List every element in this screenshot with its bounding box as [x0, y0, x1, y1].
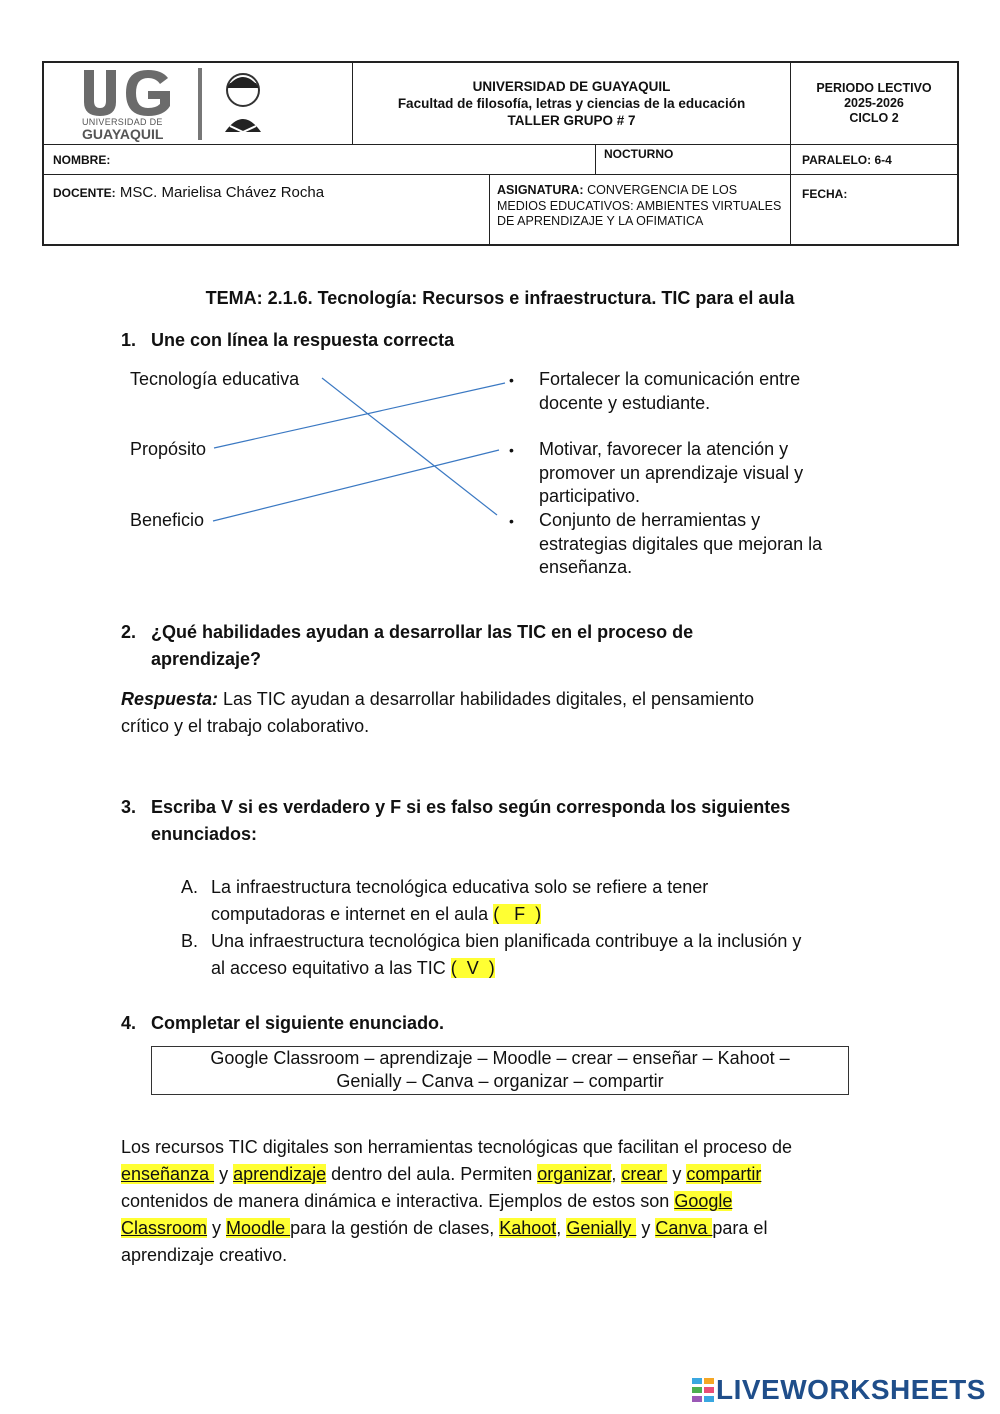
q2-answer-text: Las TIC ayudan a desarrollar habilidades digitales, el pensamiento	[218, 689, 755, 709]
university-name: UNIVERSIDAD DE GUAYAQUIL	[472, 79, 671, 94]
match-right-3-line: enseñanza.	[539, 557, 633, 577]
q3-item-b-line: al acceso equitativo a las TIC	[211, 958, 451, 978]
blank-crear[interactable]: crear	[621, 1164, 668, 1184]
q3-item-b	[211, 928, 901, 982]
match-right-3[interactable]	[539, 509, 822, 580]
q2-title-line: ¿Qué habilidades ayudan a desarrollar las TIC en el proceso de	[151, 622, 694, 642]
q4-text: y	[667, 1164, 687, 1184]
match-right-1-line: Fortalecer la comunicación entre	[539, 369, 801, 389]
subject-label: ASIGNATURA:	[497, 183, 584, 197]
q1-number: 1.	[121, 330, 137, 350]
q3-item-a-answer[interactable]: ( F )	[493, 904, 542, 924]
word-bank-box	[151, 1046, 849, 1095]
parallel-label: PARALELO: 6-4	[802, 153, 892, 167]
q3-number: 3.	[121, 797, 137, 817]
match-right-1-line: docente y estudiante.	[539, 392, 711, 413]
q4-text: para el	[712, 1218, 768, 1238]
match-left-2[interactable]: Propósito	[130, 439, 207, 459]
cycle-label: CICLO 2	[849, 111, 899, 125]
q4-text: aprendizaje creativo.	[121, 1245, 288, 1265]
blank-kahoot[interactable]: Kahoot	[499, 1218, 557, 1238]
match-right-2-line: participativo.	[539, 486, 641, 506]
blank-google[interactable]: Google	[674, 1191, 733, 1211]
q3-item-b-letter: B.	[181, 931, 199, 951]
bullet-3: •	[509, 513, 514, 529]
blank-canva[interactable]: Canva	[655, 1218, 713, 1238]
match-lines	[0, 0, 1000, 600]
blank-aprendizaje[interactable]: aprendizaje	[233, 1164, 327, 1184]
match-line-1	[322, 378, 497, 515]
q4-paragraph	[121, 1134, 911, 1269]
blank-classroom[interactable]: Classroom	[121, 1218, 208, 1238]
match-right-2-line: Motivar, favorecer la atención y	[539, 439, 789, 459]
match-right-3-line: Conjunto de herramientas y	[539, 510, 761, 530]
q2-title-line: aprendizaje?	[151, 649, 262, 669]
word-bank-line: Google Classroom – aprendizaje – Moodle – crear – enseñar – Kahoot –	[210, 1048, 790, 1068]
q4-text: y	[214, 1164, 234, 1184]
teacher-name: MSC. Marielisa Chávez Rocha	[119, 184, 325, 201]
q4-text: ,	[611, 1164, 622, 1184]
q3-item-a-letter: A.	[181, 877, 199, 897]
teacher-label: DOCENTE:	[53, 186, 116, 200]
subject-value: CONVERGENCIA DE LOS MEDIOS EDUCATIVOS: AMBIENTES VIRTUALES DE APRENDIZAJE Y LA OFIMATICA	[497, 183, 782, 228]
q4-text: dentro del aula. Permiten	[326, 1164, 538, 1184]
q3-title-line: enunciados:	[151, 824, 258, 844]
period-label: PERIODO LECTIVO	[816, 81, 932, 95]
q4-text: y	[636, 1218, 656, 1238]
q4-text: y	[207, 1218, 227, 1238]
q2-title	[151, 619, 693, 673]
q1-title: Une con línea la respuesta correcta	[151, 330, 455, 350]
blank-organizar[interactable]: organizar	[537, 1164, 612, 1184]
q4-number: 4.	[121, 1013, 137, 1033]
match-line-2	[214, 383, 505, 448]
q3-item-a-line: computadoras e internet en el aula	[211, 904, 494, 924]
liveworksheets-icon	[692, 1378, 714, 1402]
blank-ensenanza[interactable]: enseñanza	[121, 1164, 215, 1184]
bullet-2: •	[509, 442, 514, 458]
logo-text-small: UNIVERSIDAD DE	[82, 117, 163, 127]
q3-title	[151, 794, 790, 848]
q3-item-a	[211, 874, 901, 928]
q3-item-b-line: Una infraestructura tecnológica bien planificada contribuye a la inclusión y	[211, 931, 802, 951]
match-left-3[interactable]: Beneficio	[130, 510, 205, 530]
q2-answer-text-2: crítico y el trabajo colaborativo.	[121, 716, 370, 736]
blank-compartir[interactable]: compartir	[686, 1164, 762, 1184]
bullet-1: •	[509, 372, 514, 388]
match-line-3	[213, 450, 499, 521]
shift-label: NOCTURNO	[604, 147, 674, 161]
q4-text: ,	[556, 1218, 567, 1238]
name-label: NOMBRE:	[53, 153, 111, 167]
logo-text-big: GUAYAQUIL	[82, 126, 164, 142]
blank-moodle[interactable]: Moodle	[226, 1218, 291, 1238]
word-bank-line: Genially – Canva – organizar – compartir	[336, 1070, 664, 1091]
faculty-name: Facultad de filosofía, letras y ciencias de la educación	[397, 96, 746, 111]
q4-title: Completar el siguiente enunciado.	[151, 1013, 445, 1033]
q4-text: para la gestión de clases,	[290, 1218, 500, 1238]
q3-item-b-answer[interactable]: ( V )	[450, 958, 495, 978]
liveworksheets-brand: LIVEWORKSHEETS	[716, 1374, 986, 1405]
q3-title-line: Escriba V si es verdadero y F si es falso según corresponda los siguientes	[151, 797, 791, 817]
q2-number: 2.	[121, 622, 137, 642]
date-label: FECHA:	[802, 187, 848, 201]
q2-answer-label: Respuesta:	[121, 689, 219, 709]
topic-title: TEMA: 2.1.6. Tecnología: Recursos e infraestructura. TIC para el aula	[205, 288, 795, 308]
workshop-name: TALLER GRUPO # 7	[507, 113, 636, 128]
q2-answer[interactable]	[121, 686, 901, 740]
match-right-2-line: promover un aprendizaje visual y	[539, 462, 804, 483]
q3-item-a-line: La infraestructura tecnológica educativa solo se refiere a tener	[211, 877, 709, 897]
match-right-3-line: estrategias digitales que mejoran la	[539, 533, 823, 554]
q4-text: Los recursos TIC digitales son herramientas tecnológicas que facilitan el proceso de	[121, 1137, 793, 1157]
match-left-1[interactable]: Tecnología educativa	[130, 369, 300, 389]
q4-text: contenidos de manera dinámica e interactiva. Ejemplos de estos son	[121, 1191, 675, 1211]
blank-genially[interactable]: Genially	[566, 1218, 637, 1238]
period-years: 2025-2026	[844, 96, 904, 110]
match-right-1[interactable]	[539, 368, 800, 415]
match-right-2[interactable]	[539, 438, 803, 509]
